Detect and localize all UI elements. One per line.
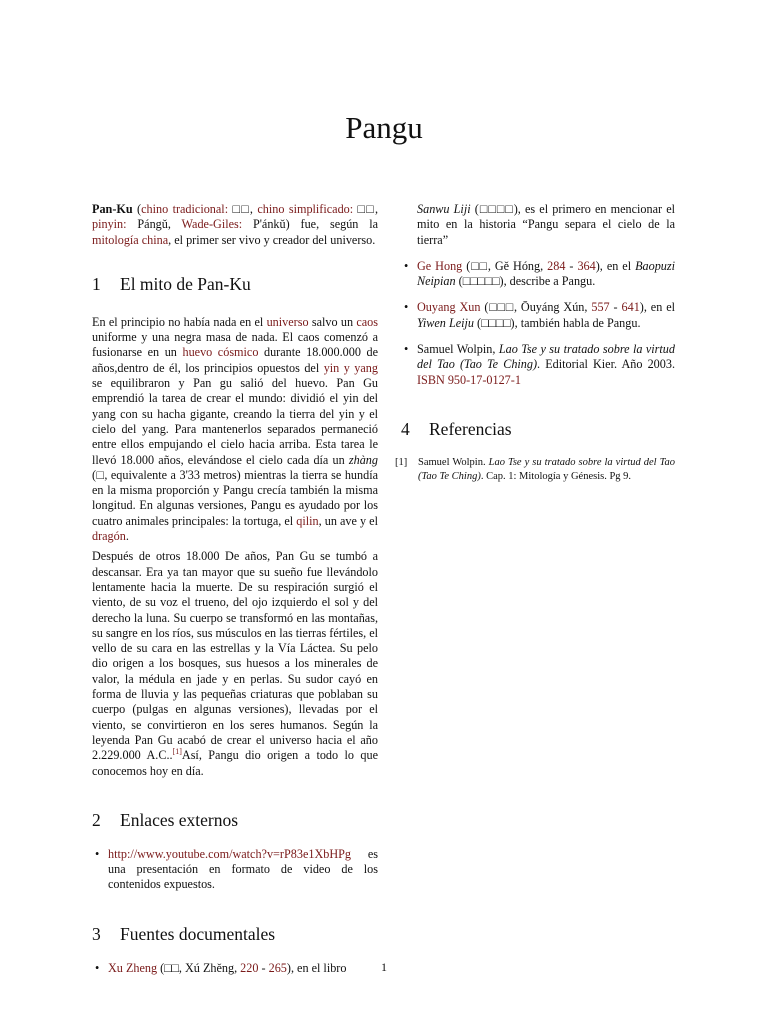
right-column — [395, 202, 676, 484]
page-number: 1 — [381, 960, 387, 974]
section-heading-fuentes: 3 Fuentes documentales — [92, 923, 276, 944]
link-ouyang-xun[interactable]: Ouyang Xun — [417, 300, 481, 315]
intro-paragraph: Pan-Ku (chino tradicional: □□, chino simplificado: □□, pinyin: Pángǔ, Wade-Giles: P'ánkǔ) fue, según la mitología china, el primer ser vivo y creador del universo. — [92, 202, 379, 247]
page-title: Pangu — [345, 110, 423, 145]
link-youtube[interactable]: http://www.youtube.com/watch?v=rP83e1XbHPg — [108, 846, 352, 861]
article-term: Pan-Ku — [92, 202, 133, 216]
link-mitologia-china[interactable]: mitología china — [92, 232, 169, 247]
link-year[interactable]: 265 — [268, 960, 287, 975]
list-item: • Ouyang Xun (□□□, Ōuyáng Xún, 557 - 641), en el Yiwen Leiju (□□□□), también habla de Pangu. — [401, 300, 675, 331]
list-item: • Xu Zheng (□□, Xú Zhěng, 220 - 265), en el libro — [92, 961, 378, 976]
left-column — [92, 202, 378, 976]
list-item: • Ge Hong (□□, Gě Hóng, 284 - 364), en el Baopuzi Neipian (□□□□□), describe a Pangu. — [401, 259, 675, 290]
reference-item: [1] Samuel Wolpin. Lao Tse y su tratado sobre la virtud del Tao (Tao Te Ching). Cap. 1: Mitología y Génesis. Pg 9. — [395, 456, 675, 482]
link-pinyin[interactable]: pinyin: — [92, 217, 127, 232]
xu-zheng-continued: Sanwu Liji (□□□□), es el primero en mencionar el mito en la historia “Pangu separa el cielo de la tierra” — [417, 202, 675, 247]
link-huevo-cosmico[interactable]: huevo cósmico — [182, 345, 259, 360]
reference-tag: [1] — [395, 456, 408, 468]
section-heading-mito: 1 El mito de Pan-Ku — [92, 273, 251, 294]
link-chino-simplificado[interactable]: chino simplificado: — [257, 202, 354, 216]
list-item: • http://www.youtube.com/watch?v=rP83e1XbHPg es una presentación en formato de video de los contenidos expuestos. — [92, 847, 378, 893]
link-year[interactable]: 220 — [240, 960, 259, 975]
link-isbn[interactable]: ISBN 950-17-0127-1 — [417, 372, 521, 387]
link-yin-yang[interactable]: yin y yang — [323, 360, 378, 375]
link-year[interactable]: 364 — [577, 258, 596, 273]
fuentes-list-right — [401, 259, 675, 388]
section-heading-referencias: 4 Referencias — [401, 418, 512, 439]
link-year[interactable]: 557 — [591, 300, 610, 315]
link-year[interactable]: 641 — [621, 300, 640, 315]
link-dragon[interactable]: dragón — [92, 529, 126, 544]
link-xu-zheng[interactable]: Xu Zheng — [108, 960, 158, 975]
mito-paragraph-1: En el principio no había nada en el universo salvo un caos uniforme y una negra masa de nada. El caos comenzó a fusionarse en un huevo cósmico durante 18.000.000 de años,dentro de él, los principios opuestos del yin y yang se equilibraron y Pan gu salió del huevo. Pan Gu emprendió la tarea de crear el mundo: dividió el yin del yang con su hacha gigante, creando la tierra del yin y el cielo del yang. Para mantenerlos separados permaneció entre ellos empujando el cielo hacia arriba. Esta tarea le llevó 18.000 años, elevándose el cielo cada día un zhàng (□, equivalente a 3'33 metros) mientras la tierra se hundía en la misma proporción y Pangu crecía también la misma longitud. En algunas versiones, Pangu es ayudado por los cuatro animales principales: la tortuga, el qilin, un ave y el dragón. — [92, 314, 379, 544]
list-item: • Samuel Wolpin, Lao Tse y su tratado sobre la virtud del Tao (Tao Te Ching). Editorial Kier. Año 2003. ISBN 950-17-0127-1 — [401, 342, 675, 388]
enlaces-list — [92, 847, 378, 893]
link-caos[interactable]: caos — [356, 314, 378, 329]
link-wade-giles[interactable]: Wade-Giles: — [181, 217, 243, 232]
link-qilin[interactable]: qilin — [296, 513, 319, 528]
link-year[interactable]: 284 — [547, 258, 566, 273]
mito-paragraph-2: Después de otros 18.000 De años, Pan Gu se tumbó a descansar. Era ya tan mayor que su sueño fue llevándolo lentamente hacia la muerte. De su respiración surgió el viento, de su voz el trueno, del ojo izquierdo el sol y del derecho la luna. Su cuerpo se transformó en las montañas, su sangre en los ríos, sus músculos en las tierras fértiles, el vello de su cara en las estrellas y la Vía Láctea. Su pelo dio origen a los bosques, sus huesos a los minerales de valor, la médula en jade y en perlas. Su sudor cayó en forma de lluvia y las pequeñas criaturas que poblaban su cuerpo (pulgas en algunas versiones), llevadas por el viento, se convirtieron en los seres humanos. Según la leyenda Pan Gu acabó de crear el universo hacia el año 2.229.000 A.C..[1]Así, Pangu dio origen a todo lo que conocemos hoy en día. — [92, 549, 379, 778]
link-universo[interactable]: universo — [266, 314, 309, 329]
link-ge-hong[interactable]: Ge Hong — [417, 258, 463, 273]
section-heading-enlaces: 2 Enlaces externos — [92, 809, 239, 830]
citation-1[interactable]: [1] — [172, 747, 182, 757]
link-chino-tradicional[interactable]: chino tradicional: — [141, 202, 229, 216]
